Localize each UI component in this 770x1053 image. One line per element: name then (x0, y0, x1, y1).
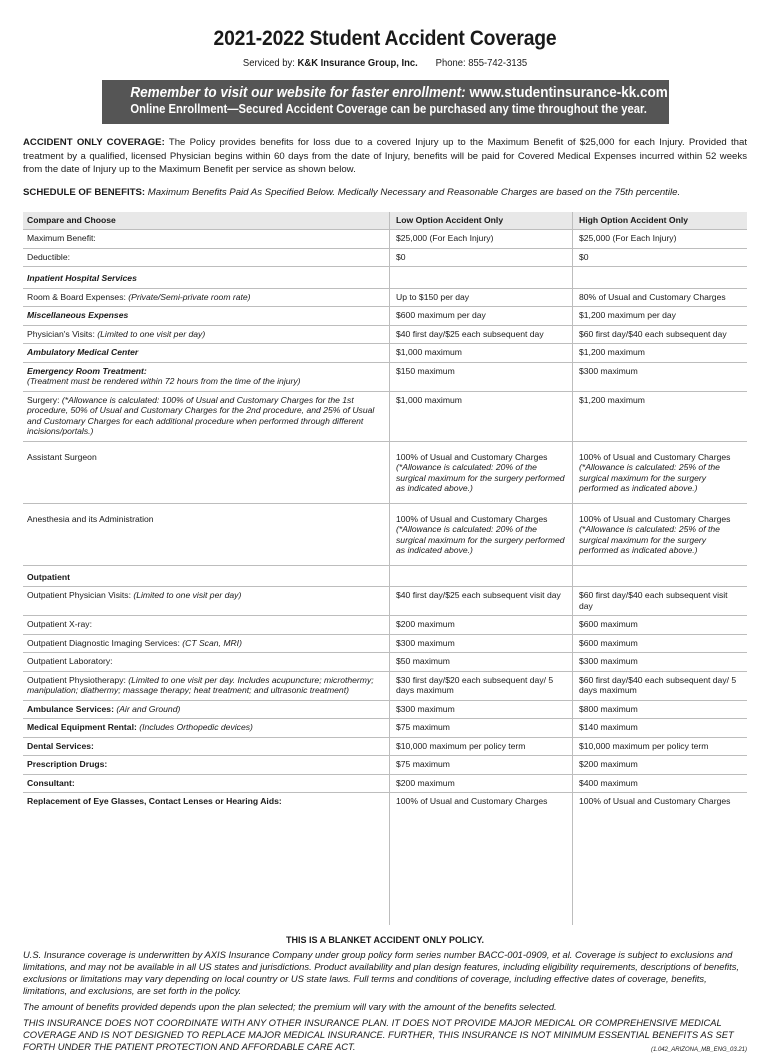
high-option-cell (573, 700, 748, 719)
benefit-label: Outpatient Physiotherapy: (27, 674, 129, 685)
benefit-label-cell (23, 774, 390, 793)
high-option-cell (573, 653, 748, 672)
header-low-option: Low Option Accident Only (390, 212, 573, 230)
benefit-label: Ambulatory Medical Center (27, 347, 139, 357)
low-option-cell (390, 793, 573, 925)
high-option-value: 100% of Usual and Customary Charges (579, 513, 731, 524)
high-option-cell (573, 671, 748, 700)
benefit-label: Outpatient (27, 571, 70, 582)
low-option-cell (390, 565, 573, 587)
benefit-label-cell (23, 793, 390, 925)
high-option-cell (573, 288, 748, 307)
document-page (23, 0, 747, 1053)
blanket-policy-notice: THIS IS A BLANKET ACCIDENT ONLY POLICY. (285, 934, 485, 945)
low-option-value: $50 maximum (396, 656, 450, 666)
high-option-value: $140 maximum (579, 722, 638, 732)
benefit-label-cell (23, 719, 390, 738)
benefit-label-cell (23, 737, 390, 756)
low-option-value: $200 maximum (396, 777, 455, 788)
high-option-value: 100% of Usual and Customary Charges (579, 451, 731, 462)
low-option-value: $1,000 maximum (396, 347, 462, 357)
benefit-label: Anesthesia and its Administration (27, 513, 154, 524)
banner-line-2: Online Enrollment—Secured Accident Coverage can be purchased any time throughout the year. (129, 102, 647, 116)
low-option-cell (390, 671, 573, 700)
table-row (23, 737, 747, 756)
benefit-note: (Treatment must be rendered within 72 hours from the time of the injury) (27, 376, 301, 386)
low-option-cell (390, 230, 573, 249)
accident-only-paragraph (23, 136, 747, 177)
high-option-cell (573, 756, 748, 775)
benefit-label-cell (23, 248, 390, 267)
low-option-cell (390, 441, 573, 503)
benefit-label-cell (23, 565, 390, 587)
schedule-of-benefits (23, 187, 747, 198)
low-option-value: $300 maximum (396, 703, 455, 714)
high-option-value: $25,000 (For Each Injury) (579, 233, 677, 243)
low-option-value: $25,000 (For Each Injury) (396, 233, 494, 243)
benefit-label-cell (23, 391, 390, 441)
high-option-value: 100% of Usual and Customary Charges (579, 796, 731, 806)
table-row (23, 719, 747, 738)
low-option-cell (390, 307, 573, 326)
low-option-cell (390, 774, 573, 793)
benefit-label: Emergency Room Treatment: (27, 365, 147, 376)
benefit-label: Deductible: (27, 251, 70, 262)
table-row (23, 565, 747, 587)
benefit-label: Prescription Drugs: (27, 759, 108, 769)
serviced-by-company: K&K Insurance Group, Inc. (297, 57, 418, 69)
high-option-value: $0 (579, 251, 589, 262)
benefit-label: Maximum Benefit: (27, 233, 96, 243)
page-title: 2021-2022 Student Accident Coverage (213, 27, 557, 50)
table-row (23, 362, 747, 391)
disclaimer-paragraph: THIS INSURANCE DOES NOT COORDINATE WITH ANY OTHER INSURANCE PLAN. IT DOES NOT PROVIDE MAJOR MEDICAL OR COMPREHENSIVE MEDICAL COVERAGE AND IS NOT DESIGNED TO REPLACE MAJOR MEDICAL INSURANCE. FURTHER, THIS INSURANCE IS NOT MINIMUM ESSENTIAL BENEFITS AS SET FORTH UNDER THE PATIENT PROTECTION AND AFFORDABLE CARE ACT. (23, 1016, 734, 1052)
table-row (23, 774, 747, 793)
high-option-cell (573, 441, 748, 503)
benefit-note: (Limited to one visit per day) (133, 590, 242, 600)
website-link[interactable]: www.studentinsurance-kk.com (468, 84, 668, 101)
table-row (23, 756, 747, 775)
high-option-cell (573, 230, 748, 249)
benefit-label-cell (23, 700, 390, 719)
underwriting-paragraph: U.S. Insurance coverage is underwritten by AXIS Insurance Company under group policy form series number BACC-001-0909, et al. Coverage is subject to exclusions and limitations, and may not be available in all US states and jurisdictions. Product availability and plan design features, including eligibility requirements, descriptions of benefits, exclusions or limitations may vary depending on local country or US state laws. Full terms and conditions of coverage, including effective dates of coverage, benefits, limitations, and exclusions, are set forth in the policy. (23, 948, 740, 996)
high-option-cell (573, 248, 748, 267)
benefit-label: Consultant: (27, 777, 75, 788)
phone-number: 855-742-3135 (468, 57, 528, 69)
low-option-cell (390, 503, 573, 565)
low-option-cell (390, 653, 573, 672)
benefit-label: Room & Board Expenses: (27, 291, 129, 302)
benefit-label: Ambulance Services: (27, 703, 117, 714)
high-option-cell (573, 503, 748, 565)
high-option-cell (573, 307, 748, 326)
low-option-value: $75 maximum (396, 759, 450, 769)
serviced-by-line (59, 57, 711, 69)
high-option-value: $60 first day/$40 each subsequent day/ 5 days maximum (579, 674, 737, 695)
table-row (23, 391, 747, 441)
low-option-note: (*Allowance is calculated: 20% of the surgical maximum for the surgery performed as indicated above.) (396, 462, 565, 493)
benefit-label: Outpatient X-ray: (27, 619, 92, 629)
table-row (23, 793, 747, 925)
header-high-option: High Option Accident Only (573, 212, 748, 230)
benefit-label-cell (23, 325, 390, 344)
low-option-value: Up to $150 per day (396, 291, 470, 302)
form-code: (1.042_ARIZONA_MB_ENG_03.21) (650, 1046, 747, 1053)
table-row (23, 230, 747, 249)
benefit-note: (Includes Orthopedic devices) (139, 722, 253, 732)
benefit-note: (Private/Semi-private room rate) (128, 291, 251, 302)
low-option-cell (390, 288, 573, 307)
benefit-label-cell (23, 616, 390, 635)
benefit-label-cell (23, 503, 390, 565)
benefit-label: Replacement of Eye Glasses, Contact Lenses or Hearing Aids: (27, 796, 282, 806)
high-option-value: $300 maximum (579, 656, 638, 666)
table-row (23, 325, 747, 344)
benefit-note: (CT Scan, MRI) (182, 637, 242, 648)
schedule-label: SCHEDULE OF BENEFITS: (23, 186, 146, 198)
low-option-value: $10,000 maximum per policy term (396, 740, 526, 751)
high-option-value: $600 maximum (579, 637, 638, 648)
accident-only-label: ACCIDENT ONLY COVERAGE: (23, 137, 165, 148)
table-row (23, 671, 747, 700)
high-option-value: $400 maximum (579, 777, 638, 788)
high-option-value: $800 maximum (579, 703, 638, 714)
high-option-note: (*Allowance is calculated: 25% of the surgical maximum for the surgery performed as indicated above.) (579, 462, 720, 493)
benefit-label-cell (23, 756, 390, 775)
high-option-value: $1,200 maximum per day (579, 310, 676, 320)
table-row (23, 267, 747, 289)
high-option-cell (573, 344, 748, 363)
low-option-cell (390, 756, 573, 775)
banner-line-1 (129, 84, 668, 101)
premium-paragraph: The amount of benefits provided depends upon the plan selected; the premium will vary with the amount of the benefits selected. (23, 1000, 557, 1012)
accident-only-text: The Policy provides benefits for loss due to a covered Injury up to the Maximum Benefit of $25,000 for each Injury. Provided that treatment by a qualified, licensed Physician begins within 60 days from the date of Injury, benefits will be paid for Covered Medical Expenses incurred within 52 weeks from the date of Injury up to the Maximum Benefit per service as shown below. (23, 137, 747, 175)
benefit-label-cell (23, 587, 390, 616)
low-option-value: $75 maximum (396, 722, 450, 732)
high-option-cell (573, 587, 748, 616)
low-option-value: $200 maximum (396, 619, 455, 629)
low-option-cell (390, 344, 573, 363)
benefit-label: Physician's Visits: (27, 328, 98, 339)
low-option-cell (390, 634, 573, 653)
low-option-note: (*Allowance is calculated: 20% of the surgical maximum for the surgery performed as indicated above.) (396, 524, 565, 555)
benefit-note: (*Allowance is calculated: 100% of Usual and Customary Charges for the 1st procedure, 50% of Usual and Customary Charges for the 2nd procedure, and 25% of Usual and Customary Charges for each additional procedure when performed through different incisions/portals.) (27, 394, 375, 436)
low-option-value: $40 first day/$25 each subsequent visit day (396, 590, 561, 600)
table-row (23, 344, 747, 363)
table-row (23, 700, 747, 719)
high-option-cell (573, 737, 748, 756)
schedule-text: Maximum Benefits Paid As Specified Below. Medically Necessary and Reasonable Charges are based on the 75th percentile. (145, 186, 681, 198)
high-option-value: $200 maximum (579, 759, 638, 769)
high-option-value: $60 first day/$40 each subsequent visit day (579, 590, 728, 611)
table-row (23, 653, 747, 672)
table-row (23, 634, 747, 653)
low-option-cell (390, 587, 573, 616)
benefit-label-cell (23, 267, 390, 289)
high-option-value: $600 maximum (579, 619, 638, 629)
benefit-note: (Limited to one visit per day) (97, 328, 206, 339)
header-compare: Compare and Choose (23, 212, 390, 230)
low-option-value: $1,000 maximum (396, 394, 462, 405)
table-row (23, 441, 747, 503)
low-option-value: 100% of Usual and Customary Charges (396, 796, 548, 806)
low-option-cell (390, 325, 573, 344)
benefit-label: Surgery: (27, 394, 62, 405)
high-option-cell (573, 362, 748, 391)
benefit-label: Outpatient Laboratory: (27, 656, 113, 666)
low-option-cell (390, 362, 573, 391)
phone-label: Phone: (435, 57, 466, 69)
high-option-note: (*Allowance is calculated: 25% of the surgical maximum for the surgery performed as indicated above.) (579, 524, 720, 555)
high-option-cell (573, 774, 748, 793)
table-row (23, 587, 747, 616)
high-option-cell (573, 565, 748, 587)
low-option-value: $150 maximum (396, 365, 455, 376)
serviced-by-label: Serviced by: (242, 57, 295, 69)
high-option-cell (573, 793, 748, 925)
table-header-row (23, 212, 747, 230)
low-option-cell (390, 267, 573, 289)
high-option-cell (573, 391, 748, 441)
low-option-value: $40 first day/$25 each subsequent day (396, 328, 544, 339)
low-option-cell (390, 700, 573, 719)
high-option-cell (573, 634, 748, 653)
table-row (23, 503, 747, 565)
benefit-label-cell (23, 441, 390, 503)
low-option-cell (390, 737, 573, 756)
benefit-label-cell (23, 671, 390, 700)
high-option-value: $1,200 maximum (579, 394, 645, 405)
table-row (23, 288, 747, 307)
low-option-cell (390, 616, 573, 635)
benefit-label-cell (23, 288, 390, 307)
banner-reminder: Remember to visit our website for faster enrollment: (129, 84, 469, 101)
benefit-label-cell (23, 344, 390, 363)
table-row (23, 616, 747, 635)
low-option-value: 100% of Usual and Customary Charges (396, 451, 548, 462)
low-option-value: $300 maximum (396, 637, 455, 648)
benefit-label-cell (23, 362, 390, 391)
high-option-value: $10,000 maximum per policy term (579, 740, 709, 751)
benefit-label: Inpatient Hospital Services (27, 273, 137, 283)
low-option-value: $30 first day/$20 each subsequent day/ 5 days maximum (396, 674, 554, 695)
benefit-label: Dental Services: (27, 740, 94, 751)
benefit-label: Assistant Surgeon (27, 451, 97, 462)
table-row (23, 307, 747, 326)
benefit-label: Miscellaneous Expenses (27, 310, 129, 320)
high-option-value: $300 maximum (579, 365, 638, 376)
high-option-cell (573, 719, 748, 738)
low-option-cell (390, 719, 573, 738)
low-option-value: $0 (396, 251, 406, 262)
benefit-note: (Air and Ground) (116, 703, 181, 714)
low-option-cell (390, 391, 573, 441)
benefit-label: Medical Equipment Rental: (27, 722, 140, 732)
benefit-label-cell (23, 307, 390, 326)
high-option-cell (573, 267, 748, 289)
benefit-label: Outpatient Physician Visits: (27, 590, 134, 600)
high-option-cell (573, 325, 748, 344)
low-option-value: $600 maximum per day (396, 310, 486, 320)
high-option-cell (573, 616, 748, 635)
benefit-label: Outpatient Diagnostic Imaging Services: (27, 637, 183, 648)
high-option-value: $1,200 maximum (579, 347, 645, 357)
enrollment-banner (102, 80, 669, 124)
high-option-value: $60 first day/$40 each subsequent day (579, 328, 727, 339)
benefit-label-cell (23, 230, 390, 249)
low-option-cell (390, 248, 573, 267)
high-option-value: 80% of Usual and Customary Charges (579, 291, 726, 302)
benefits-table (23, 212, 747, 925)
low-option-value: 100% of Usual and Customary Charges (396, 513, 548, 524)
benefit-label-cell (23, 634, 390, 653)
footer (23, 935, 747, 1053)
benefit-label-cell (23, 653, 390, 672)
table-row (23, 248, 747, 267)
benefit-note: (Limited to one visit per day. Includes acupuncture; microthermy; manipulation; diathermy; massage therapy; heat treatment; and ultrasonic treatment) (27, 674, 374, 695)
